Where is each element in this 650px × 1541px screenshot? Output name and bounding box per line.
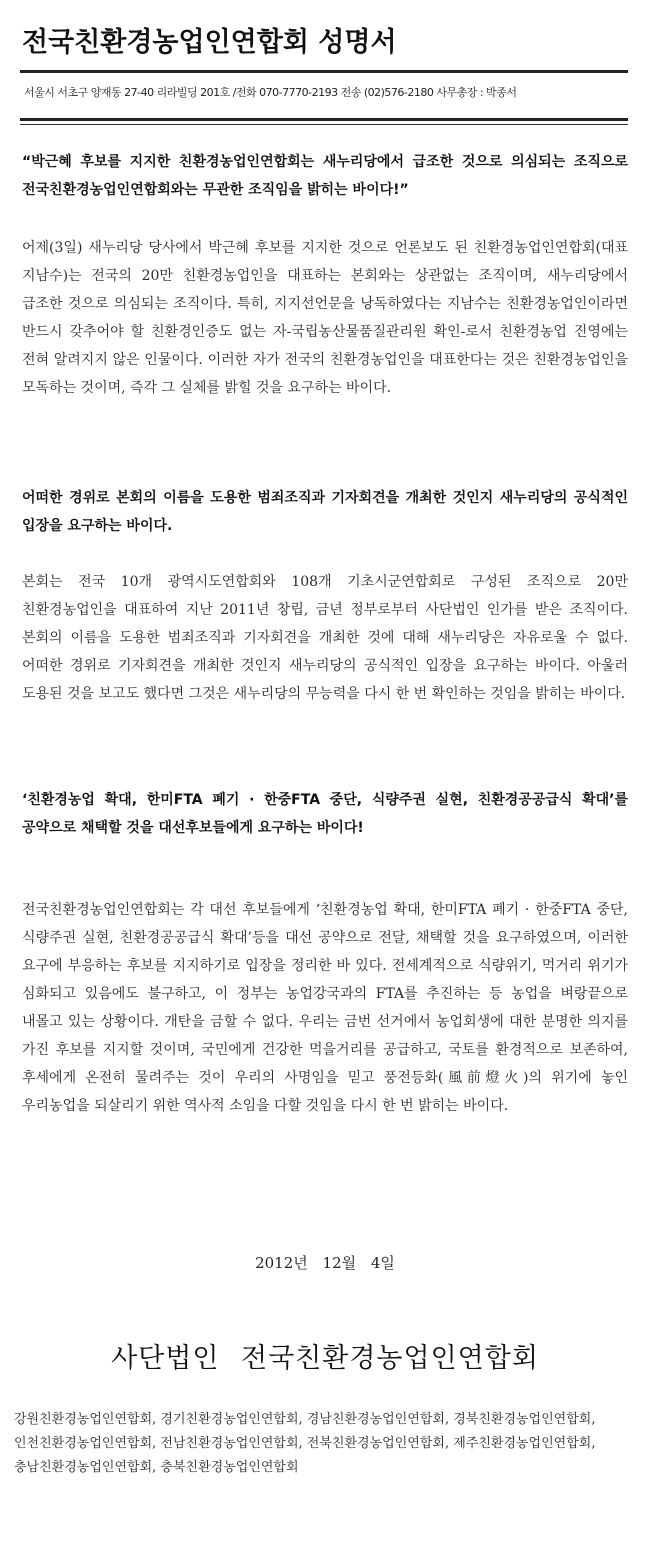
organization-name: 사단법인 전국친환경농업인연합회 <box>111 1343 539 1374</box>
member-organizations: 강원친환경농업인연합회, 경기친환경농업인연합회, 경남친환경농업인연합회, 경북친환경농업인연합회, 인천친환경농업인연합회, 전남친환경농업인연합회, 전북친환경농업인연합회, 제주친환경농업인연합회, 충남친환경농업인연합회, 충북친환경농업인연합회 <box>14 1412 596 1475</box>
headline-paragraph-3: ‘친환경농업 확대, 한미FTA 폐기 · 한중FTA 중단, 식량주권 실현, 친환경공공급식 확대’를 공약으로 채택할 것을 대선후보들에게 요구하는 바이다! <box>22 792 628 836</box>
contact-line: 서울시 서초구 양재동 27-40 리라빌딩 201호 /전화 070-7770-2193 전송 (02)576-2180 사무총장 : 박종서 <box>24 86 517 99</box>
body-paragraph-1: 어제(3일) 새누리당 당사에서 박근혜 후보를 지지한 것으로 언론보도 된 친환경농업인연합회(대표 지남수)는 전국의 20만 친환경농업인을 대표하는 본회와는 상관없는 조직이며, 새누리당에서 급조한 것으로 의심되는 조직이다. 특히, 지지선언문을 낭독하였다는 지남수는 친환경농업인이라면 반드시 갖추어야 할 친환경인증도 없는 자-국립농산물품질관리원 확인-로서 친환경농업 진영에는 전혀 알려지지 않은 인물이다. 이러한 자가 전국의 친환경농업인을 대표한다는 것은 친환경농업인을 모독하는 것이며, 즉각 그 실체를 밝힐 것을 요구하는 바이다. <box>22 240 628 396</box>
headline-paragraph-1: “박근혜 후보를 지지한 친환경농업인연합회는 새누리당에서 급조한 것으로 의심되는 조직으로 전국친환경농업인연합회와는 무관한 조직임을 밝히는 바이다!” <box>22 154 628 198</box>
header-divider-thin <box>20 124 628 125</box>
body-paragraph-3: 전국친환경농업인연합회는 각 대선 후보들에게 ‘친환경농업 확대, 한미FTA 폐기 · 한중FTA 중단, 식량주권 실현, 친환경공공급식 확대’등을 대선 공약으로 전달, 채택할 것을 요구하였으며, 이러한 요구에 부응하는 후보를 지지하기로 입장을 정리한 바 있다. 전세계적으로 식량위기, 먹거리 위기가 심화되고 있음에도 불구하고, 이 정부는 농업강국과의 FTA를 추진하는 등 농업을 벼랑끝으로 내몰고 있는 상황이다. 개탄을 금할 수 없다. 우리는 금번 선거에서 농업회생에 대한 분명한 의지를 가진 후보를 지지할 것이며, 국민에게 건강한 먹을거리를 공급하고, 국토를 환경적으로 보존하여, 후세에게 온전히 물려주는 것이 우리의 사명임을 믿고 풍전등화(風前燈火)의 위기에 놓인 우리농업을 되살리기 위한 역사적 소임을 다할 것임을 다시 한 번 밝히는 바이다. <box>22 902 628 1114</box>
headline-paragraph-2: 어떠한 경위로 본회의 이름을 도용한 범죄조직과 기자회견을 개최한 것인지 새누리당의 공식적인 입장을 요구하는 바이다. <box>22 490 628 534</box>
title-divider <box>20 70 628 73</box>
statement-date: 2012년 12월 4일 <box>255 1254 395 1272</box>
document-title: 전국친환경농업인연합회 성명서 <box>22 27 397 58</box>
header-divider <box>20 118 628 121</box>
body-paragraph-2: 본회는 전국 10개 광역시도연합회와 108개 기초시군연합회로 구성된 조직으로 20만 친환경농업인을 대표하여 지난 2011년 창립, 금년 정부로부터 사단법인 인가를 받은 조직이다. 본회의 이름을 도용한 범죄조직과 기자회견을 개최한 것에 대해 새누리당은 자유로울 수 없다. 어떠한 경위로 기자회견을 개최한 것인지 새누리당의 공식적인 입장을 요구하는 바이다. 아울러 도용된 것을 보고도 했다면 그것은 새누리당의 무능력을 다시 한 번 확인하는 것임을 밝히는 바이다. <box>22 574 628 702</box>
